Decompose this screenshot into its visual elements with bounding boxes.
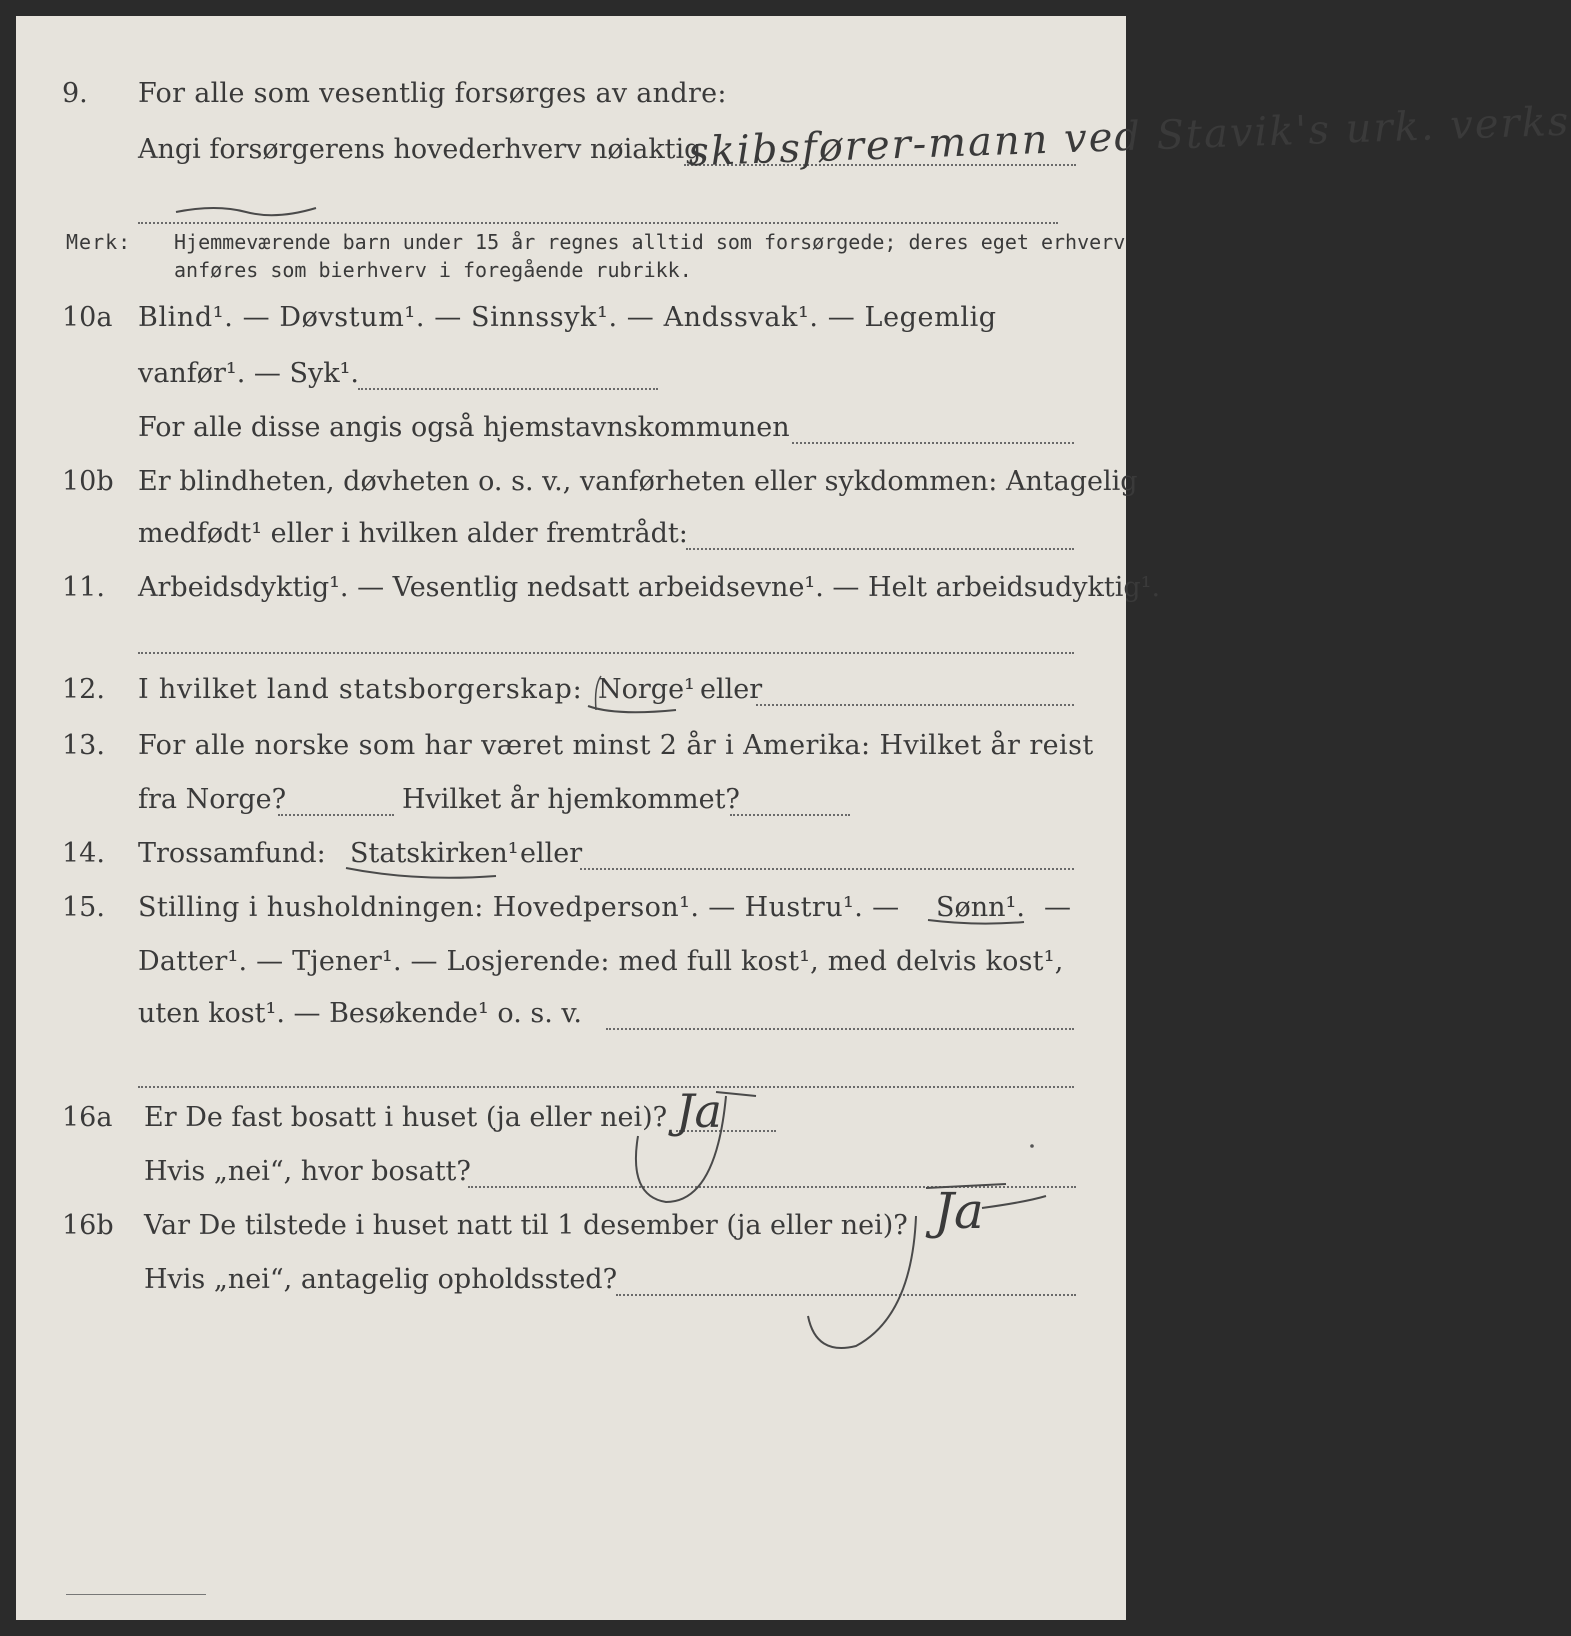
answer-line [686,548,1074,550]
question-10a [16,296,1126,340]
question-15 [16,886,1126,930]
question-number: 10a [62,302,113,333]
question-number: 16a [62,1102,113,1133]
question-text: Datter¹. — Tjener¹. — Losjerende: med full kost¹, med delvis kost¹, [138,946,1064,977]
selected-option: Sønn¹. [936,892,1025,923]
question-text: Hvilket år hjemkommet? [402,784,740,815]
selected-option: Statskirken¹ [350,838,519,869]
question-15-line-3 [16,992,1126,1036]
answer-line [468,1186,1076,1188]
answer-line [606,1028,1074,1030]
handwritten-answer: Ja [934,1182,984,1240]
question-text: Arbeidsdyktig¹. — Vesentlig nedsatt arbeidsevne¹. — Helt arbeidsudyktig¹. [138,572,1161,603]
question-13-line-2 [16,778,1126,822]
question-text: I hvilket land statsborgerskap: [138,674,583,705]
answer-line [730,814,850,816]
handwritten-answer: skibsfører-mann ved Stavik's urk. verks [687,98,1571,176]
note-label: Merk: [66,230,132,254]
answer-line [138,652,1074,654]
question-text: — [1044,892,1071,923]
question-number: 11. [62,572,105,603]
question-10b [16,460,1138,504]
question-10b-line-2 [16,512,1126,556]
answer-line [792,442,1074,444]
question-10a-line-3 [16,406,1126,450]
question-text: For alle disse angis også hjemstavnskommunen [138,412,790,443]
answer-line [756,704,1074,706]
question-10a-line-2 [16,352,1126,396]
answer-line [358,388,658,390]
question-text: Stilling i husholdningen: Hovedperson¹. — Hustru¹. — [138,892,900,923]
question-text: eller [520,838,583,869]
question-number: 14. [62,838,105,869]
question-text: Blind¹. — Døvstum¹. — Sinnssyk¹. — Andssvak¹. — Legemlig [138,302,997,333]
question-text: Er blindheten, døvheten o. s. v., vanførheten eller sykdommen: Antagelig [138,466,1138,497]
question-number: 9. [62,78,88,109]
question-text: Var De tilstede i huset natt til 1 desember (ja eller nei)? [144,1210,908,1241]
handwritten-answer: Ja [676,1084,722,1138]
question-number: 15. [62,892,105,923]
question-text: vanfør¹. — Syk¹. [138,358,359,389]
question-text: Hvis „nei“, antagelig opholdssted? [144,1264,618,1295]
note-text: anføres som bierhverv i foregående rubrikk. [174,258,692,282]
question-text: For alle norske som har været minst 2 år i Amerika: Hvilket år reist [138,730,1094,761]
question-11 [16,566,1161,610]
question-text: Hvis „nei“, hvor bosatt? [144,1156,471,1187]
answer-line [580,868,1074,870]
question-14 [16,832,1126,876]
question-text: medfødt¹ eller i hvilken alder fremtrådt: [138,518,688,549]
ink-dot [1030,1144,1034,1148]
question-text: For alle som vesentlig forsørges av andre: [138,78,727,109]
answer-line [278,814,394,816]
question-text: uten kost¹. — Besøkende¹ o. s. v. [138,998,583,1029]
question-text: Er De fast bosatt i huset (ja eller nei)? [144,1102,668,1133]
question-number: 12. [62,674,105,705]
question-16a [16,1096,1126,1140]
answer-line [138,1086,1074,1088]
footnote-rule [66,1594,206,1595]
selected-option: Norge¹ [598,674,695,705]
question-number: 13. [62,730,105,761]
question-text: Trossamfund: [138,838,326,869]
question-number: 10b [62,466,114,497]
question-13 [16,724,1126,768]
question-text: Angi forsørgerens hovederhverv nøiaktig [138,134,702,165]
question-9 [16,72,1126,116]
answer-line [616,1294,1076,1296]
flourish-9 [176,208,316,215]
census-form-page [16,16,1571,1620]
question-text: fra Norge? [138,784,287,815]
note-text: Hjemmeværende barn under 15 år regnes alltid som forsørgede; deres eget erhverv [174,230,1126,254]
question-15-line-2 [16,940,1126,984]
question-text: eller [700,674,763,705]
merk-note [16,224,1126,284]
question-12 [16,668,1126,712]
question-number: 16b [62,1210,114,1241]
question-16b-line-2 [16,1258,1126,1302]
